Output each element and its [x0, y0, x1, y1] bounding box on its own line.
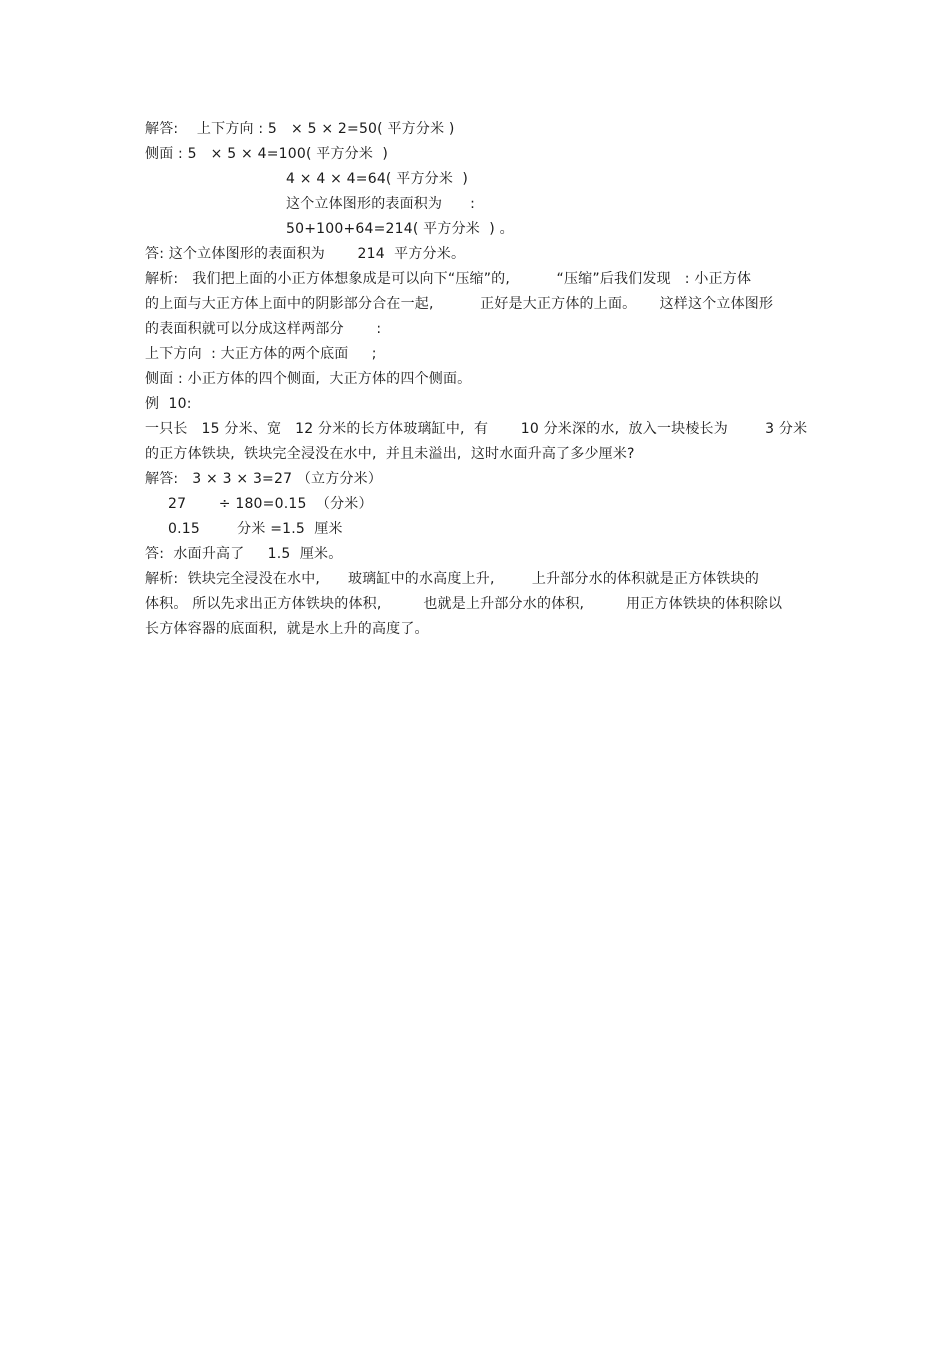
- text-line-17: 0.15 分米 =1.5 厘米: [168, 521, 343, 537]
- text-line-16: 27 ÷ 180=0.15 （分米）: [168, 496, 373, 512]
- text-line-9: 的表面积就可以分成这样两部分 :: [145, 321, 382, 337]
- text-line-13: 一只长 15 分米、宽 12 分米的长方体玻璃缸中, 有 10 分米深的水, 放入一块棱长为 3 分米: [145, 421, 808, 437]
- text-line-6: 答: 这个立体图形的表面积为 214 平方分米。: [145, 246, 466, 262]
- text-line-12: 例 10:: [145, 396, 192, 412]
- text-line-5: 50+100+64=214( 平方分米 ) 。: [286, 221, 514, 237]
- text-line-14: 的正方体铁块, 铁块完全浸没在水中, 并且未溢出, 这时水面升高了多少厘米?: [145, 446, 635, 462]
- text-line-7: 解析: 我们把上面的小正方体想象成是可以向下“压缩”的, “压缩”后我们发现 : 小正方体: [145, 271, 752, 287]
- text-line-3: 4 × 4 × 4=64( 平方分米 ): [286, 171, 469, 187]
- text-line-18: 答: 水面升高了 1.5 厘米。: [145, 546, 343, 562]
- text-line-4: 这个立体图形的表面积为 :: [286, 196, 476, 212]
- text-line-20: 体积。 所以先求出正方体铁块的体积, 也就是上升部分水的体积, 用正方体铁块的体积除以: [145, 596, 783, 612]
- text-line-8: 的上面与大正方体上面中的阴影部分合在一起, 正好是大正方体的上面。 这样这个立体图形: [145, 296, 774, 312]
- text-line-15: 解答: 3 × 3 × 3=27 （立方分米）: [145, 471, 383, 487]
- text-line-21: 长方体容器的底面积, 就是水上升的高度了。: [145, 621, 429, 637]
- text-line-19: 解析: 铁块完全浸没在水中, 玻璃缸中的水高度上升, 上升部分水的体积就是正方体铁块的: [145, 571, 760, 587]
- text-line-10: 上下方向 : 大正方体的两个底面 ;: [145, 346, 377, 362]
- text-line-1: 解答: 上下方向 : 5 × 5 × 2=50( 平方分米 ): [145, 121, 455, 137]
- text-line-11: 侧面 : 小正方体的四个侧面, 大正方体的四个侧面。: [145, 371, 472, 387]
- text-line-2: 侧面 : 5 × 5 × 4=100( 平方分米 ): [145, 146, 389, 162]
